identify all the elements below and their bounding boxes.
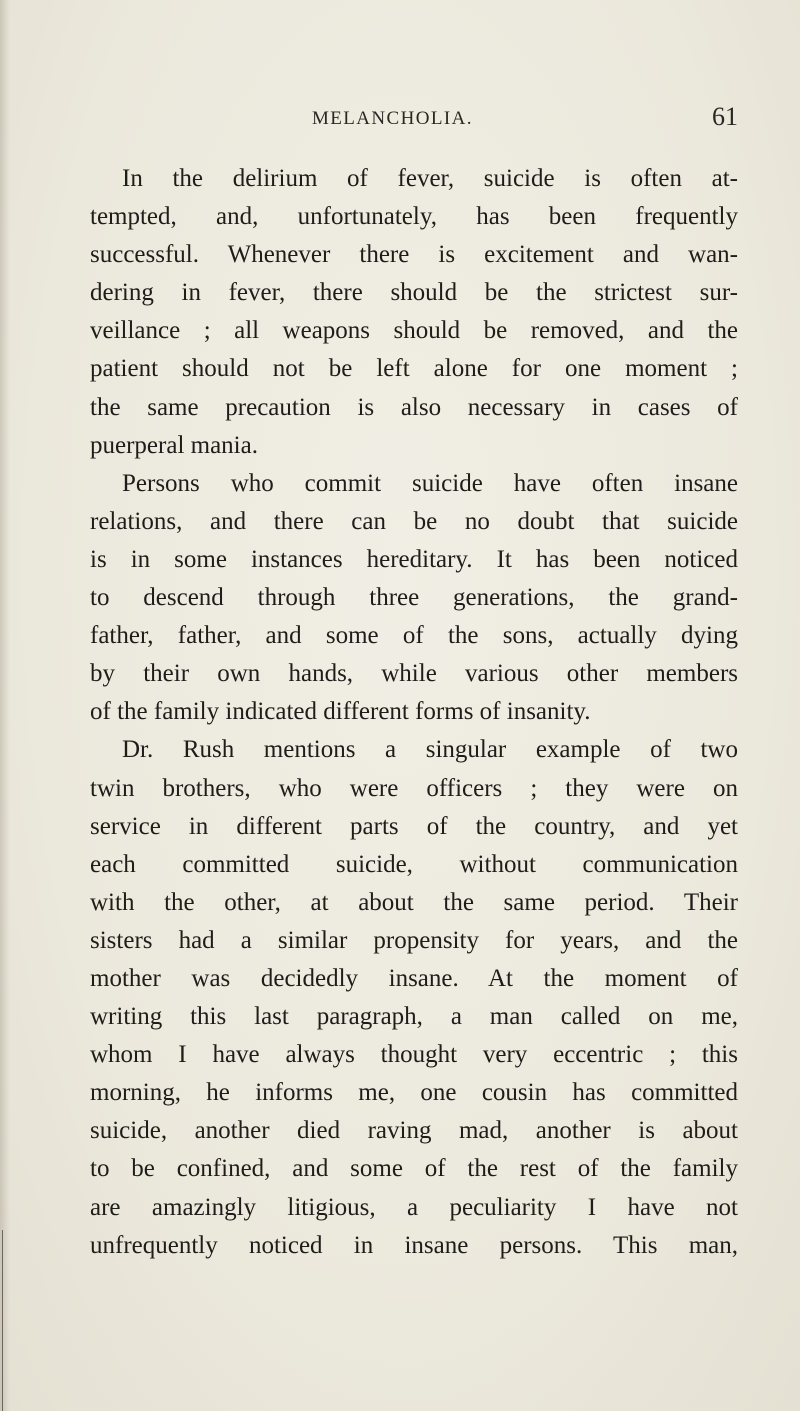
text-line: unfrequently noticed in insane persons. This man, [90, 1231, 738, 1259]
text-line: In the delirium of fever, suicide is often at- [122, 165, 738, 192]
text-line: Dr. Rush mentions a singular example of two [122, 736, 738, 764]
text-line: dering in fever, there should be the strictest sur- [90, 279, 738, 307]
text-line: sisters had a similar propensity for years, and the [90, 926, 738, 954]
text-line: writing this last paragraph, a man called on me, [90, 1003, 738, 1031]
text-line: twin brothers, who were officers ; they were on [90, 774, 738, 802]
text-line: the same precaution is also necessary in cases of [90, 393, 738, 421]
text-line: father, father, and some of the sons, actually dying [90, 622, 738, 650]
page-header [90, 102, 738, 142]
text-line: each committed suicide, without communication [90, 850, 738, 878]
text-line: suicide, another died raving mad, another is about [90, 1117, 738, 1145]
text-line: with the other, at about the same period. Their [90, 888, 738, 916]
text-line: patient should not be left alone for one moment ; [90, 355, 738, 383]
page-number: 61 [712, 102, 738, 131]
text-line: mother was decidedly insane. At the moment of [90, 964, 738, 992]
text-line: veillance ; all weapons should be removed, and the [90, 317, 738, 345]
text-line: service in different parts of the country, and yet [90, 812, 738, 840]
text-line: whom I have always thought very eccentric ; this [90, 1041, 738, 1069]
text-line: puerperal mania. [90, 431, 258, 459]
text-line: tempted, and, unfortunately, has been frequently [90, 203, 738, 231]
running-head: MELANCHOLIA. [312, 108, 473, 129]
page-gutter-shadow [0, 0, 10, 1411]
text-line: are amazingly litigious, a peculiarity I have not [90, 1193, 738, 1221]
text-line: is in some instances hereditary. It has been noticed [90, 545, 738, 573]
text-line: Persons who commit suicide have often insane [122, 469, 738, 497]
text-line: to descend through three generations, the grand- [90, 584, 738, 612]
text-line: morning, he informs me, one cousin has committed [90, 1079, 738, 1107]
text-line: successful. Whenever there is excitement and wan- [90, 241, 738, 269]
text-line: relations, and there can be no doubt that suicide [90, 507, 738, 535]
text-line: to be confined, and some of the rest of the family [90, 1155, 738, 1183]
text-line: of the family indicated different forms of insanity. [90, 698, 591, 726]
page-edge-line [2, 1230, 3, 1411]
text-line: by their own hands, while various other members [90, 660, 738, 688]
body-text [90, 160, 738, 1265]
